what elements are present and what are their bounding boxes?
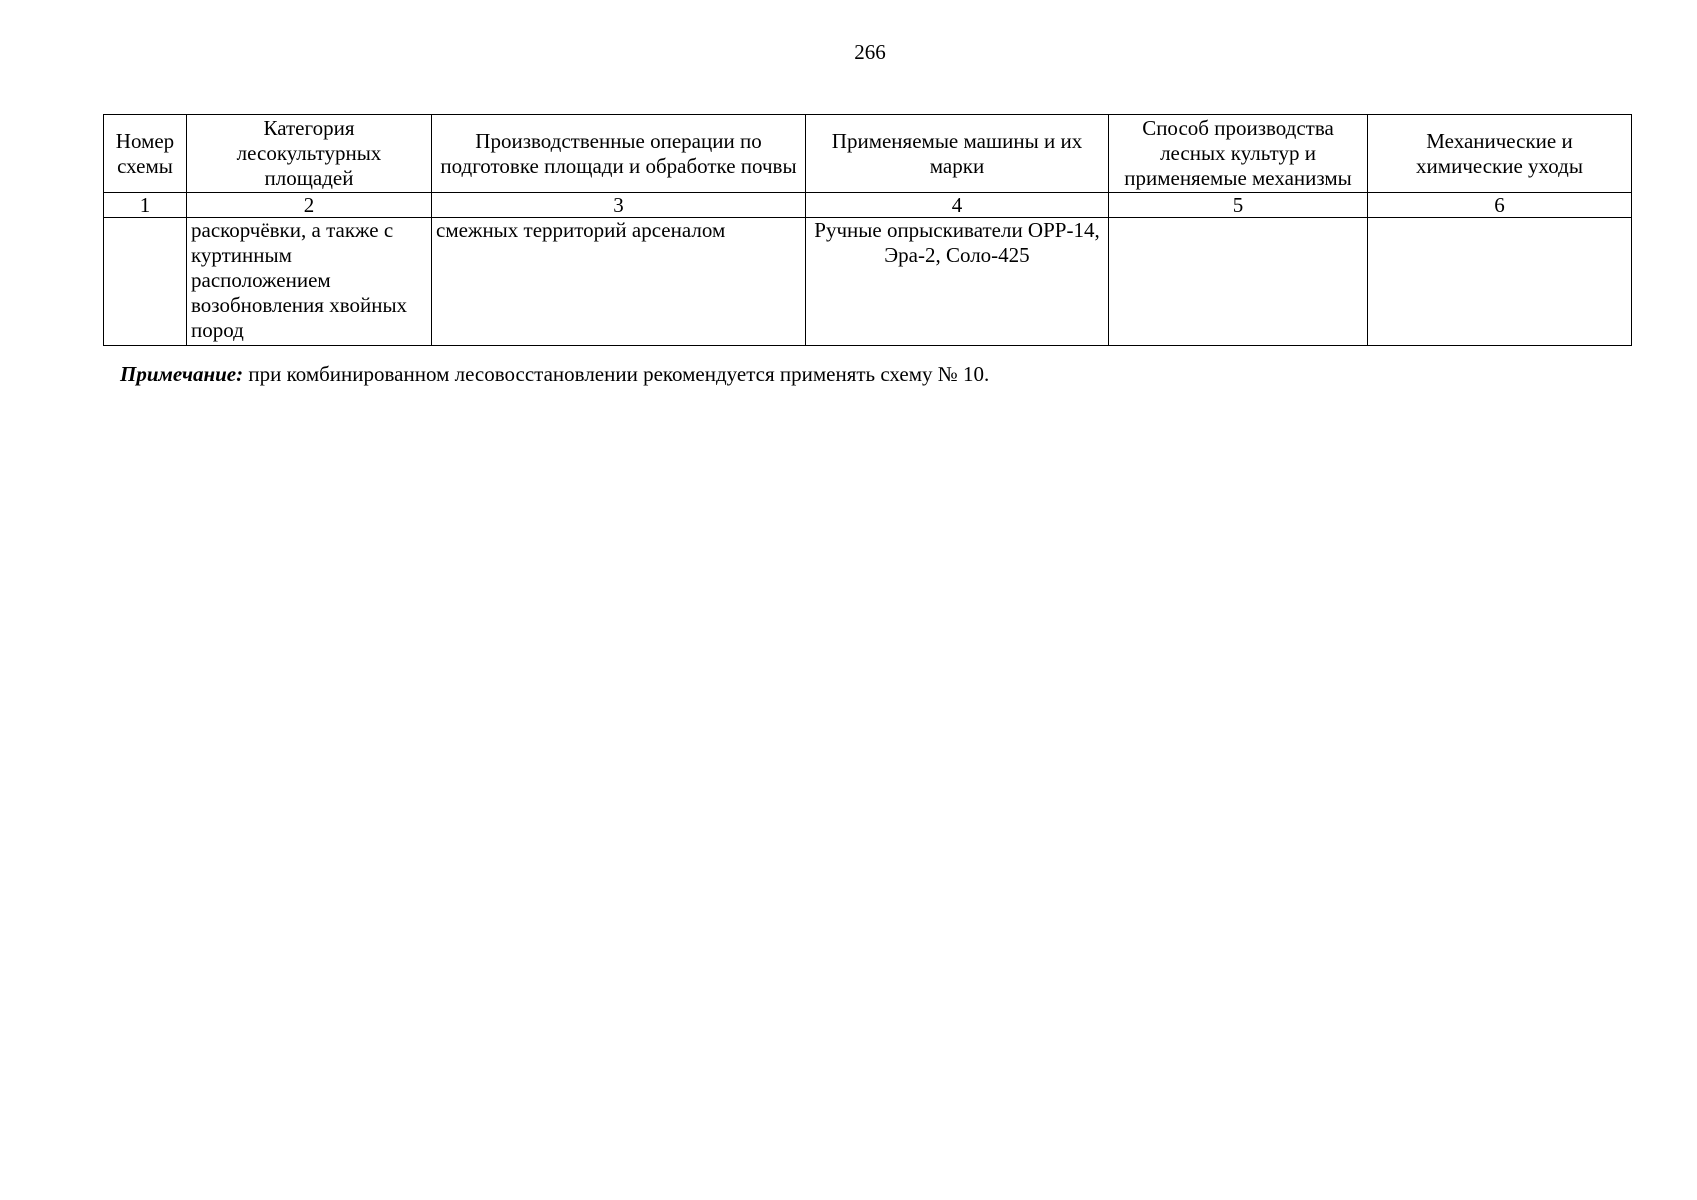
column-number-row bbox=[104, 193, 1632, 218]
footnote-text: при комбинированном лесовосстановлении рекомендуется применять схему № 10. bbox=[243, 362, 990, 386]
column-number: 5 bbox=[1109, 193, 1368, 218]
cell-production-method bbox=[1109, 218, 1368, 346]
column-number: 4 bbox=[806, 193, 1109, 218]
header-machines: Применяемые машины и их марки bbox=[806, 115, 1109, 193]
header-production-method: Способ производства лесных культур и применяемые механизмы bbox=[1109, 115, 1368, 193]
cell-area-category: раскорчёвки, а также с куртинным расположением возобновления хвойных пород bbox=[187, 218, 432, 346]
column-number: 6 bbox=[1368, 193, 1632, 218]
page-number: 266 bbox=[854, 40, 886, 64]
operations-table bbox=[103, 114, 1632, 346]
cell-scheme-number bbox=[104, 218, 187, 346]
footnote bbox=[120, 362, 989, 387]
column-number: 3 bbox=[432, 193, 806, 218]
table-row bbox=[104, 218, 1632, 346]
cell-production-operations: смежных территорий арсеналом bbox=[432, 218, 806, 346]
cell-machines: Ручные опрыскиватели ОРР-14, Эра-2, Соло-425 bbox=[806, 218, 1109, 346]
header-scheme-number: Номер схемы bbox=[104, 115, 187, 193]
table-header-row bbox=[104, 115, 1632, 193]
column-number: 1 bbox=[104, 193, 187, 218]
column-number: 2 bbox=[187, 193, 432, 218]
cell-care bbox=[1368, 218, 1632, 346]
header-area-category: Категория лесокультурных площадей bbox=[187, 115, 432, 193]
header-production-operations: Производственные операции по подготовке площади и обработке почвы bbox=[432, 115, 806, 193]
header-care: Механические и химические уходы bbox=[1368, 115, 1632, 193]
footnote-label: Примечание: bbox=[120, 362, 244, 386]
